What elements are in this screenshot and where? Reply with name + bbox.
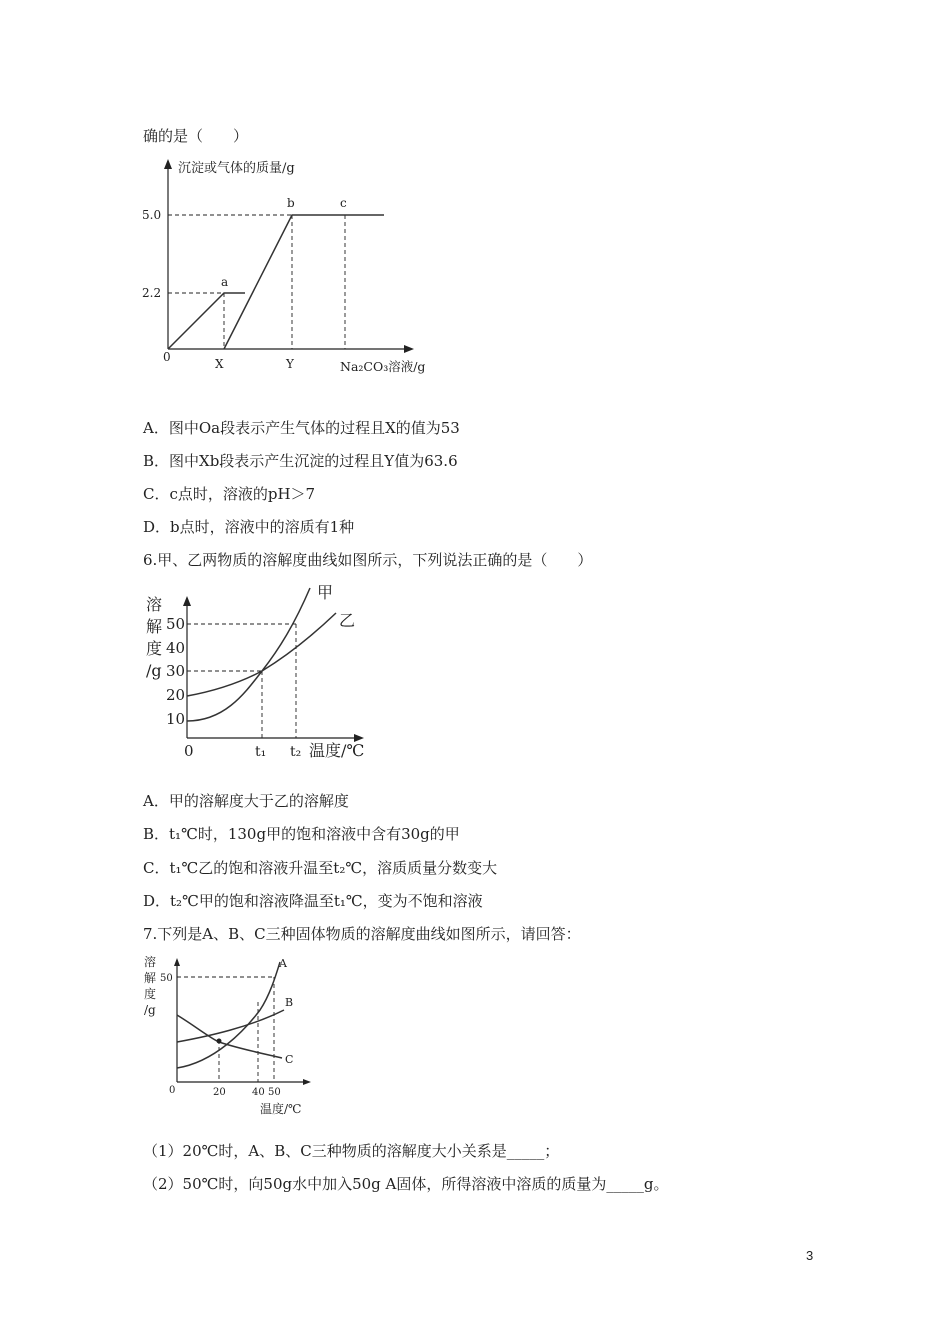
q6-stem: 6.甲、乙两物质的溶解度曲线如图所示，下列说法正确的是（ ）	[143, 551, 593, 569]
q6-y-label-2: 解	[146, 617, 163, 636]
q5-y-label: 沉淀或气体的质量/g	[178, 161, 295, 176]
q5-option-a: A．图中Oa段表示产生气体的过程且X的值为53	[143, 419, 460, 437]
q7-y-label-3: 度	[144, 987, 157, 1001]
q7-x-arrow	[303, 1079, 311, 1085]
q6-label-jia: 甲	[317, 583, 334, 602]
q7-label-b: B	[285, 996, 294, 1009]
q6-x-tick-t2: t₂	[290, 744, 302, 760]
q5-x-arrow	[404, 345, 414, 353]
q5-option-d: D．b点时，溶液中的溶质有1种	[143, 518, 355, 536]
q5-precipitate-line	[224, 215, 384, 349]
q6-x-label: 温度/℃	[309, 741, 365, 760]
q5-point-a: a	[221, 275, 229, 289]
q7-sub-2: （2）50℃时，向50g水中加入50g A固体，所得溶液中溶质的质量为_____g。	[143, 1175, 669, 1193]
q7-label-c: C	[285, 1053, 294, 1066]
q5-y-arrow	[164, 159, 172, 169]
q6-option-b: B．t₁℃时，130g甲的饱和溶液中含有30g的甲	[143, 825, 460, 843]
q7-x-tick-50: 50	[268, 1087, 281, 1098]
q7-stem: 7.下列是A、B、C三种固体物质的溶解度曲线如图所示，请回答：	[143, 925, 581, 943]
q5-point-b: b	[287, 196, 295, 210]
q5-origin: 0	[163, 350, 171, 364]
q5-point-c: c	[340, 196, 347, 210]
q6-y-tick-40: 40	[166, 639, 186, 657]
q5-option-b: B．图中Xb段表示产生沉淀的过程且Y值为63.6	[143, 452, 458, 470]
q7-curve-c	[177, 1015, 282, 1058]
q6-y-label-1: 溶	[146, 595, 163, 614]
q6-curve-jia	[187, 588, 310, 721]
q5-stem-tail: 确的是（ ）	[143, 127, 249, 145]
q7-curve-a	[177, 962, 280, 1068]
q5-x-label: Na₂CO₃溶液/g	[340, 359, 426, 374]
q6-y-arrow	[183, 596, 191, 606]
q7-label-a: A	[279, 957, 287, 970]
q7-x-tick-20: 20	[213, 1087, 226, 1098]
q6-figure	[140, 578, 380, 778]
q5-x-tick-x: X	[215, 357, 224, 371]
q5-gas-line	[168, 293, 245, 349]
q6-y-tick-20: 20	[166, 686, 186, 704]
q6-option-c: C．t₁℃乙的饱和溶液升温至t₂℃，溶质质量分数变大	[143, 859, 498, 877]
q6-curve-yi	[187, 613, 336, 696]
q6-origin: 0	[184, 742, 194, 760]
q6-y-label-4: /g	[146, 661, 162, 680]
q6-option-a: A．甲的溶解度大于乙的溶解度	[143, 792, 349, 810]
q7-y-tick-50: 50	[160, 973, 173, 984]
q6-label-yi: 乙	[339, 611, 356, 630]
q7-y-arrow	[174, 958, 180, 966]
q5-option-c: C．c点时，溶液的pH＞7	[143, 485, 316, 503]
q7-y-label-2: 解	[144, 971, 157, 985]
q7-intersection-dot	[217, 1039, 222, 1044]
q7-figure	[140, 950, 340, 1120]
q7-origin: 0	[169, 1085, 176, 1096]
q6-x-tick-t1: t₁	[255, 744, 267, 760]
q7-y-label-1: 溶	[144, 955, 157, 969]
q6-y-tick-10: 10	[166, 710, 186, 728]
q6-y-label-3: 度	[146, 639, 163, 658]
q6-option-d: D．t₂℃甲的饱和溶液降温至t₁℃，变为不饱和溶液	[143, 892, 483, 910]
q7-x-label: 温度/℃	[260, 1102, 302, 1116]
q5-y-tick-5: 5.0	[142, 208, 162, 222]
q5-x-tick-y: Y	[286, 357, 294, 371]
q5-figure	[142, 155, 450, 380]
q7-y-label-4: /g	[144, 1003, 156, 1017]
q7-x-tick-40: 40	[252, 1087, 265, 1098]
q6-y-tick-30: 30	[166, 662, 186, 680]
q6-y-tick-50: 50	[166, 615, 186, 633]
q7-sub-1: （1）20℃时，A、B、C三种物质的溶解度大小关系是_____；	[143, 1142, 560, 1160]
q5-y-tick-2-2: 2.2	[142, 286, 162, 300]
page-number: 3	[806, 1248, 814, 1263]
